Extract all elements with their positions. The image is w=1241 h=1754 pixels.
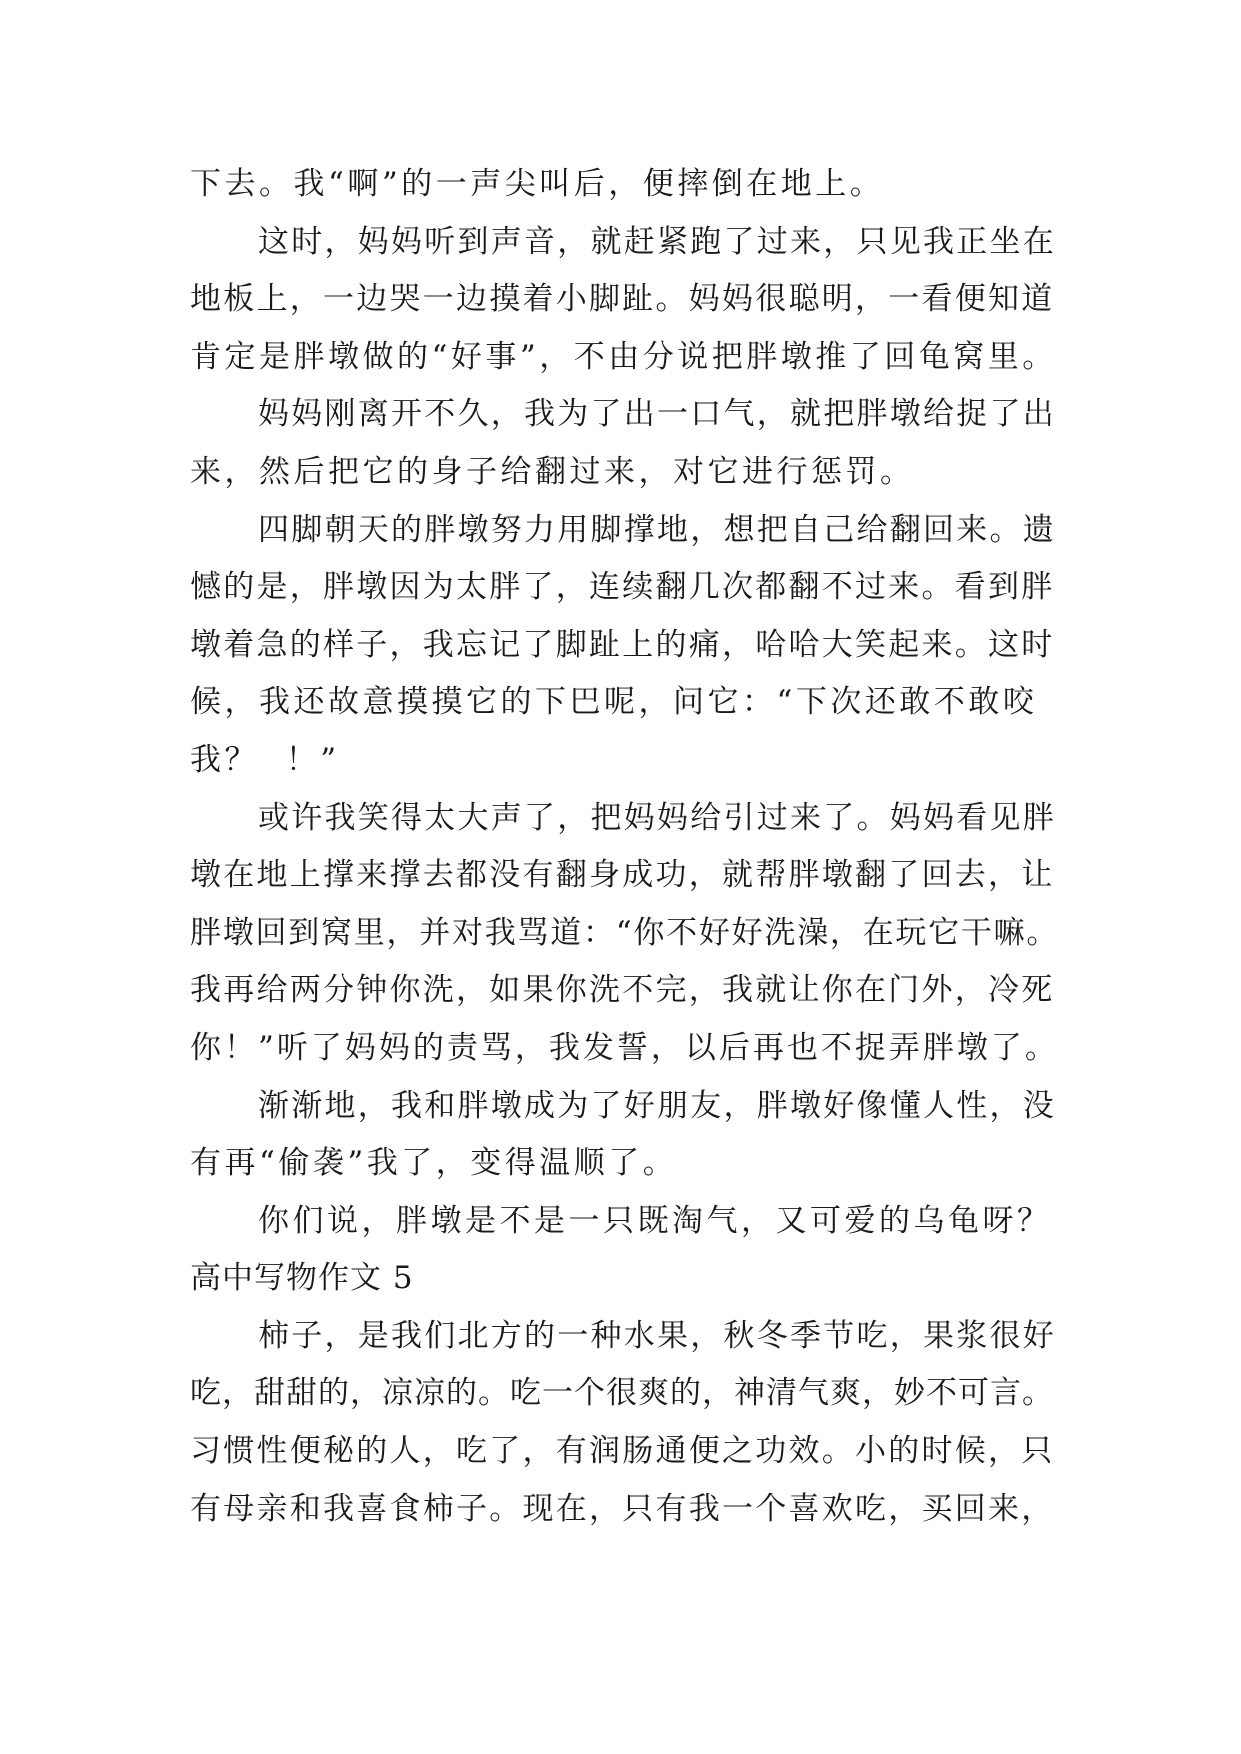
text-line: 胖墩回到窝里，并对我骂道：“你不好好洗澡，在玩它干嘛。 [190,914,1060,951]
text-line: 墩在地上撑来撑去都没有翻身成功，就帮胖墩翻了回去，让 [190,857,1055,894]
text-line: 渐渐地，我和胖墩成为了好朋友，胖墩好像懂人性，没 [258,1087,1056,1124]
text-line: 或许我笑得太大声了，把妈妈给引过来了。妈妈看见胖 [258,799,1056,836]
text-line: 我？ ！” [190,741,340,778]
text-line: 你！”听了妈妈的责骂，我发誓，以后再也不捉弄胖墩了。 [190,1029,1059,1066]
text-line: 你们说，胖墩是不是一只既淘气，又可爱的乌龟呀？ [258,1202,1052,1239]
document-body [190,156,1060,1538]
text-line: 我再给两分钟你洗，如果你洗不完，我就让你在门外，冷死 [190,972,1055,1009]
text-line: 肯定是胖墩做的“好事”，不由分说把胖墩推了回龟窝里。 [190,338,1057,375]
section-heading: 高中写物作文 5 [190,1260,414,1297]
text-line: 下去。我“啊”的一声尖叫后，便摔倒在地上。 [190,166,885,202]
text-line: 有再“偷袭”我了，变得温顺了。 [190,1145,678,1182]
text-line: 有母亲和我喜食柿子。现在，只有我一个喜欢吃，买回来， [190,1490,1055,1527]
text-line: 地板上，一边哭一边摸着小脚趾。妈妈很聪明，一看便知道 [190,281,1055,318]
text-line: 这时，妈妈听到声音，就赶紧跑了过来，只见我正坐在 [258,223,1056,260]
text-line: 憾的是，胖墩因为太胖了，连续翻几次都翻不过来。看到胖 [190,569,1055,606]
text-line: 柿子，是我们北方的一种水果，秋冬季节吃，果浆很好 [258,1317,1056,1354]
text-line: 四脚朝天的胖墩努力用脚撑地，想把自己给翻回来。遗 [258,511,1056,548]
text-line: 妈妈刚离开不久，我为了出一口气，就把胖墩给捉了出 [258,396,1056,433]
text-line: 候，我还故意摸摸它的下巴呢，问它：“下次还敢不敢咬 [190,684,1038,721]
text-line: 习惯性便秘的人，吃了，有润肠通便之功效。小的时候，只 [190,1433,1055,1470]
text-line: 吃，甜甜的，凉凉的。吃一个很爽的，神清气爽，妙不可言。 [190,1375,1054,1412]
text-line: 墩着急的样子，我忘记了脚趾上的痛，哈哈大笑起来。这时 [190,626,1055,663]
text-line: 来，然后把它的身子给翻过来，对它进行惩罚。 [190,453,915,490]
